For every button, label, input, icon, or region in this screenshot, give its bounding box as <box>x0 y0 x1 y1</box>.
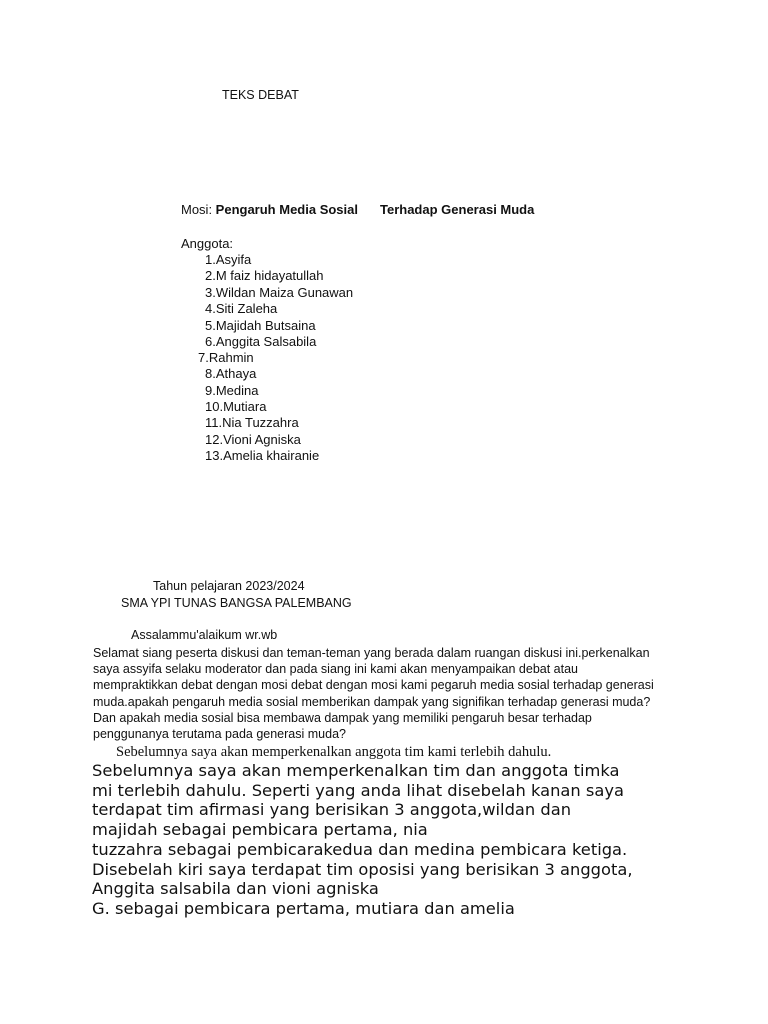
body-line: terdapat tim afirmasi yang berisikan 3 anggota,wildan dan <box>92 800 572 820</box>
intro-line: Dan apakah media sosial bisa membawa dampak yang memiliki pengaruh besar terhadap <box>93 710 592 725</box>
body-paragraph <box>92 761 633 919</box>
member-item: 13.Amelia khairanie <box>205 448 320 463</box>
member-item: 11.Nia Tuzzahra <box>205 415 299 430</box>
school-name: SMA YPI TUNAS BANGSA PALEMBANG <box>121 596 352 610</box>
member-item: 8.Athaya <box>205 366 257 381</box>
intro-line: muda.apakah pengaruh media sosial memberikan dampak yang signifikan terhadap generasi muda? <box>93 694 651 709</box>
member-item: 6.Anggita Salsabila <box>205 334 317 349</box>
mosi-label: Mosi: <box>181 202 216 217</box>
body-line: tuzzahra sebagai pembicarakedua dan medina pembicara ketiga. <box>92 839 628 859</box>
body-line: Anggita salsabila dan vioni agniska <box>92 879 379 899</box>
intro-line: penggunanya terutama pada generasi muda? <box>93 727 346 742</box>
mosi-line <box>181 202 358 217</box>
body-line: mi terlebih dahulu. Seperti yang anda lihat disebelah kanan saya <box>92 780 624 800</box>
school-year: Tahun pelajaran 2023/2024 <box>153 579 305 593</box>
serif-intro-line: Sebelumnya saya akan memperkenalkan anggota tim kami terlebih dahulu. <box>116 744 552 760</box>
document-title: TEKS DEBAT <box>222 88 299 102</box>
mosi-topic-part2: Terhadap Generasi Muda <box>380 202 535 217</box>
intro-paragraph <box>93 645 683 742</box>
member-item: 12.Vioni Agniska <box>205 432 301 447</box>
anggota-label: Anggota: <box>181 236 234 251</box>
body-line: majidah sebagai pembicara pertama, nia <box>92 820 428 840</box>
greeting: Assalammu'alaikum wr.wb <box>131 628 278 642</box>
member-item: 10.Mutiara <box>205 399 267 414</box>
intro-line: Selamat siang peserta diskusi dan teman-teman yang berada dalam ruangan diskusi ini.perkenalkan <box>93 646 650 660</box>
member-item: 4.Siti Zaleha <box>205 301 278 316</box>
member-item: 3.Wildan Maiza Gunawan <box>205 285 354 300</box>
mosi-topic-part1: Pengaruh Media Sosial <box>215 202 358 217</box>
intro-line: saya assyifa selaku moderator dan pada siang ini kami akan menyampaikan debat atau <box>93 662 579 677</box>
member-item: 5.Majidah Butsaina <box>205 318 316 333</box>
member-item: 9.Medina <box>205 383 259 398</box>
member-item: 1.Asyifa <box>205 252 252 267</box>
body-line: G. sebagai pembicara pertama, mutiara dan amelia <box>92 898 515 918</box>
member-item: 7.Rahmin <box>198 350 254 365</box>
body-line: Sebelumnya saya akan memperkenalkan tim dan anggota timka <box>92 761 620 780</box>
body-line: Disebelah kiri saya terdapat tim oposisi yang berisikan 3 anggota, <box>92 859 633 879</box>
member-item: 2.M faiz hidayatullah <box>205 268 324 283</box>
intro-line: mempraktikkan debat dengan mosi debat dengan mosi kami pegaruh media sosial terhadap generasi <box>93 678 654 693</box>
